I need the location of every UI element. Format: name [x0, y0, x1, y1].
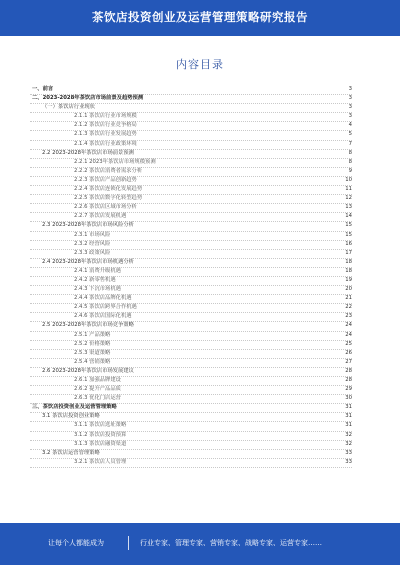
toc-entry-page: 4	[348, 122, 352, 129]
toc-entry[interactable]	[30, 186, 352, 195]
toc-entry-label: 2.2.4 茶饮店连锁化发展趋势	[74, 186, 143, 193]
toc-entry-label: 一、前言	[32, 86, 54, 92]
toc-entry[interactable]	[30, 450, 352, 459]
toc-entry[interactable]	[30, 268, 352, 277]
toc-entry-label: 2.4.2 新零售机遇	[74, 276, 116, 283]
toc-entry-page: 17	[345, 249, 352, 256]
toc-entry-page: 15	[345, 231, 352, 238]
toc-entry-label: 2.6 2023-2028年茶饮店市场发展建议	[42, 367, 134, 374]
toc-entry-page: 33	[345, 449, 352, 456]
toc-entry-page: 11	[345, 186, 352, 193]
toc-entry[interactable]	[30, 304, 352, 313]
footer-targets: 行业专家、管理专家、营销专家、战略专家、运营专家……	[140, 539, 322, 547]
toc-entry[interactable]	[30, 432, 352, 441]
toc-entry[interactable]	[30, 404, 352, 413]
toc-entry-page: 32	[345, 440, 352, 447]
toc-entry-label: 2.5.2 价格策略	[74, 340, 111, 347]
toc-entry-label: 2.4.3 下沉市场机遇	[74, 286, 121, 293]
toc-entry-page: 14	[345, 213, 352, 220]
toc-entry-page: 31	[345, 404, 352, 411]
toc-entry-page: 25	[345, 340, 352, 347]
toc-entry-label: 3.1.1 茶饮店选址策略	[74, 422, 127, 429]
toc-entry[interactable]	[30, 322, 352, 331]
toc-entry-page: 23	[345, 313, 352, 320]
toc-entry-label: 2.3.3 政策风险	[74, 249, 111, 256]
toc-entry-label: 2.4 2023-2028年茶饮店市场机遇分析	[42, 258, 134, 265]
toc-entry[interactable]	[30, 277, 352, 286]
toc-entry-page: 22	[345, 304, 352, 311]
toc-entry[interactable]	[30, 295, 352, 304]
toc-entry-page: 32	[345, 431, 352, 438]
toc-entry[interactable]	[30, 368, 352, 377]
toc-entry[interactable]	[30, 195, 352, 204]
toc-entry-page: 29	[345, 386, 352, 393]
toc-entry-page: 3	[348, 95, 352, 102]
toc-entry[interactable]	[30, 95, 352, 104]
toc-entry[interactable]	[30, 168, 352, 177]
toc-entry-page: 21	[345, 295, 352, 302]
toc-entry-label: 2.5 2023-2028年茶饮店市场竞争策略	[42, 322, 134, 329]
toc-entry-label: 2.6.3 优化门店运营	[74, 395, 121, 402]
report-title: 茶饮店投资创业及运营管理策略研究报告	[92, 10, 308, 24]
toc-entry[interactable]	[30, 204, 352, 213]
toc-entry[interactable]	[30, 131, 352, 140]
toc-entry-page: 28	[345, 377, 352, 383]
toc-entry[interactable]	[30, 177, 352, 186]
toc-entry-label: 2.4.6 茶饮店国际化机遇	[74, 313, 132, 320]
toc-entry-label: 2.4.1 消费升级机遇	[74, 267, 121, 274]
toc-entry[interactable]	[30, 141, 352, 150]
toc-entry-page: 27	[345, 358, 352, 365]
toc-entry-page: 31	[345, 413, 352, 420]
toc-entry-label: 2.2.3 茶饮店产品创新趋势	[74, 176, 137, 183]
toc-entry-label: 3.1 茶饮店投资创业策略	[42, 413, 100, 420]
toc-entry-page: 3	[348, 86, 352, 92]
toc-entry-page: 8	[348, 158, 352, 165]
toc-entry[interactable]	[30, 104, 352, 113]
toc-entry-page: 26	[345, 349, 352, 356]
toc-entry-label: 2.2.6 茶饮店区域市场分析	[74, 204, 137, 211]
toc-entry-page: 8	[348, 149, 352, 156]
toc-entry-label: 2.4.5 茶饮店跨界合作机遇	[74, 304, 137, 311]
toc-entry-page: 9	[348, 167, 352, 174]
toc-entry-label: 2.3 2023-2028年茶饮店市场风险分析	[42, 222, 134, 229]
toc-entry[interactable]	[30, 359, 352, 368]
toc-entry[interactable]	[30, 113, 352, 122]
toc-entry-label: 2.2.1 2023年茶饮店市场规模预测	[74, 158, 156, 165]
toc-entry[interactable]	[30, 241, 352, 250]
toc-entry[interactable]	[30, 459, 352, 468]
toc-entry[interactable]	[30, 250, 352, 259]
toc-entry-label: 2.1.3 茶饮店行业发展趋势	[74, 131, 137, 138]
toc-entry-label: 2.5.4 营销策略	[74, 358, 111, 365]
table-of-contents	[30, 86, 352, 468]
toc-entry-label: 3.1.3 茶饮店融资渠道	[74, 440, 127, 447]
toc-entry-page: 15	[345, 222, 352, 229]
toc-entry-page: 30	[345, 395, 352, 402]
toc-entry-label: （一）茶饮店行业现状	[42, 104, 95, 111]
toc-entry[interactable]	[30, 350, 352, 359]
toc-entry[interactable]	[30, 222, 352, 231]
toc-entry-page: 12	[345, 195, 352, 202]
toc-entry[interactable]	[30, 232, 352, 241]
toc-entry-page: 10	[345, 176, 352, 183]
toc-entry-page: 13	[345, 204, 352, 211]
footer-divider	[128, 536, 129, 550]
toc-entry-page: 28	[345, 367, 352, 374]
toc-entry[interactable]	[30, 286, 352, 295]
toc-entry-label: 3.2 茶饮店运营管理策略	[42, 449, 100, 456]
toc-heading: 内容目录	[176, 58, 224, 71]
toc-entry-label: 2.4.4 茶饮店品牌化机遇	[74, 295, 132, 302]
toc-entry-page: 5	[348, 131, 352, 138]
toc-entry-label: 2.2.5 茶饮店数字化转型趋势	[74, 195, 143, 202]
toc-entry-page: 3	[348, 113, 352, 120]
toc-entry-page: 20	[345, 286, 352, 293]
toc-entry-label: 2.1.4 茶饮店行业政策环境	[74, 140, 137, 147]
toc-entry-page: 31	[345, 422, 352, 429]
toc-entry-page: 18	[345, 258, 352, 265]
toc-entry-label: 3.2.1 茶饮店人员管理	[74, 458, 127, 465]
toc-entry-page: 24	[345, 331, 352, 338]
toc-entry-label: 2.3.2 经营风险	[74, 240, 111, 247]
footer-banner	[0, 523, 400, 565]
toc-entry-label: 2.3.1 市场风险	[74, 231, 111, 238]
toc-entry[interactable]	[30, 341, 352, 350]
toc-entry[interactable]	[30, 422, 352, 431]
toc-entry-label: 3.1.2 茶饮店投资预算	[74, 431, 127, 438]
toc-entry[interactable]	[30, 259, 352, 268]
toc-entry-page: 16	[345, 240, 352, 247]
toc-entry[interactable]	[30, 441, 352, 450]
toc-entry-label: 三、茶饮店投资创业及运营管理策略	[32, 404, 117, 411]
toc-entry[interactable]	[30, 86, 352, 95]
toc-entry-page: 33	[345, 458, 352, 465]
toc-entry-page: 3	[348, 104, 352, 111]
toc-entry-label: 2.2.7 茶饮店发展机遇	[74, 213, 127, 220]
toc-entry[interactable]	[30, 150, 352, 159]
toc-entry-page: 18	[345, 267, 352, 274]
toc-entry-label: 2.2.2 茶饮店消费者需求分析	[74, 167, 143, 174]
report-header-banner	[0, 0, 400, 36]
footer-slogan: 让每个人都能成为	[48, 539, 104, 547]
toc-entry-page: 24	[345, 322, 352, 329]
toc-entry-label: 二、2023-2028年茶饮店市场前景及趋势预测	[32, 95, 144, 102]
toc-entry-label: 2.6.1 加强品牌建设	[74, 377, 121, 383]
toc-entry-label: 2.6.2 提升产品品质	[74, 386, 121, 393]
toc-entry-label: 2.5.3 渠道策略	[74, 349, 111, 356]
toc-entry-page: 7	[348, 140, 352, 147]
toc-entry[interactable]	[30, 332, 352, 341]
toc-entry-label: 2.2 2023-2028年茶饮店市场前景预测	[42, 149, 134, 156]
toc-entry-label: 2.1.2 茶饮店行业竞争格局	[74, 122, 137, 129]
toc-entry[interactable]	[30, 159, 352, 168]
toc-entry-label: 2.5.1 产品策略	[74, 331, 111, 338]
toc-entry[interactable]	[30, 395, 352, 404]
toc-entry-page: 19	[345, 276, 352, 283]
toc-entry[interactable]	[30, 377, 352, 386]
toc-entry[interactable]	[30, 386, 352, 395]
toc-entry-label: 2.1.1 茶饮店行业市场规模	[74, 113, 137, 120]
